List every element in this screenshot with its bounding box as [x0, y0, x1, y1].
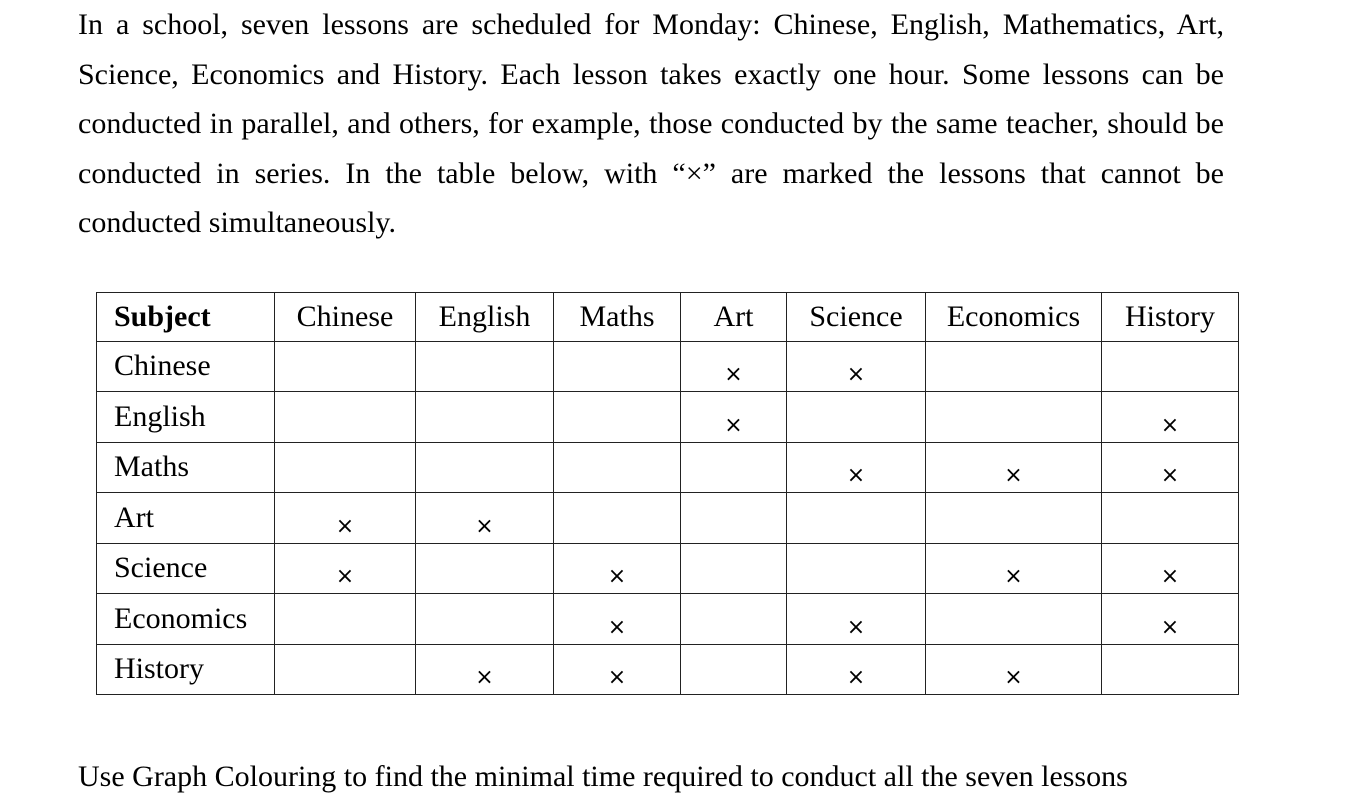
row-header: Chinese [97, 341, 275, 392]
row-header: History [97, 644, 275, 695]
table-row [97, 493, 1239, 544]
table-row [97, 594, 1239, 645]
problem-statement [78, 0, 1224, 248]
table-cell [926, 493, 1102, 544]
table-cell [554, 644, 681, 695]
table-cell [554, 594, 681, 645]
conflict-mark: × [1160, 614, 1180, 640]
table-row [97, 442, 1239, 493]
row-header: English [97, 392, 275, 443]
conflict-mark: × [475, 665, 494, 690]
row-header: Art [97, 493, 275, 544]
table-row [97, 392, 1239, 443]
table-row [97, 644, 1239, 695]
table-cell [787, 392, 926, 443]
conflict-mark: × [846, 463, 866, 488]
conflict-mark: × [335, 513, 355, 539]
table-cell [1102, 341, 1239, 392]
table-row [97, 341, 1239, 392]
row-header: Economics [97, 594, 275, 645]
table-cell [681, 644, 787, 695]
conflict-mark: × [607, 564, 627, 589]
conflict-mark: × [1160, 463, 1180, 488]
corner-header: Subject [97, 293, 275, 342]
row-header: Science [97, 543, 275, 594]
table-cell [416, 392, 554, 443]
table-cell [787, 543, 926, 594]
column-header: Maths [554, 293, 681, 342]
column-header: Art [681, 293, 787, 342]
table-cell [416, 493, 554, 544]
table-cell [1102, 543, 1239, 594]
conflict-mark: × [846, 614, 866, 640]
conflict-mark: × [724, 412, 743, 438]
table-cell [416, 644, 554, 695]
table-cell [275, 341, 416, 392]
table-cell [787, 594, 926, 645]
table-cell [681, 594, 787, 645]
table-cell [554, 341, 681, 392]
table-cell [554, 543, 681, 594]
conflict-mark: × [1004, 665, 1023, 690]
conflict-mark: × [335, 564, 355, 589]
column-header: History [1102, 293, 1239, 342]
table-cell [416, 594, 554, 645]
table-cell [554, 392, 681, 443]
table-cell [1102, 594, 1239, 645]
table-cell [416, 341, 554, 392]
table-cell [554, 493, 681, 544]
table-cell [926, 644, 1102, 695]
conflict-mark: × [846, 665, 866, 690]
table-cell [681, 543, 787, 594]
table-cell [681, 493, 787, 544]
table-cell [554, 442, 681, 493]
table-cell [681, 442, 787, 493]
table-cell [681, 341, 787, 392]
table-cell [926, 341, 1102, 392]
column-header: English [416, 293, 554, 342]
table-cell [275, 493, 416, 544]
table-cell [926, 543, 1102, 594]
conflict-mark: × [724, 362, 743, 387]
table-cell [926, 442, 1102, 493]
conflict-mark: × [475, 513, 494, 539]
conflict-table-body [97, 293, 1239, 695]
table-cell [1102, 644, 1239, 695]
problem-statement-text: In a school, seven lessons are scheduled for Monday: Chinese, English, Mathematics, Art, Science, Economics and History. Each lesson takes exactly one hour. Some lessons can be conducted in parallel, and others, for example, those conducted by the same teacher, should be conducted in series. In the table below, with “×” are marked the lessons that cannot be conducted simultaneously. [78, 8, 1224, 239]
table-cell [275, 543, 416, 594]
conflict-table [96, 292, 1239, 695]
table-cell [787, 493, 926, 544]
table-cell [416, 543, 554, 594]
table-cell [926, 594, 1102, 645]
conflict-mark: × [1004, 463, 1023, 488]
table-cell [275, 644, 416, 695]
conflict-mark: × [607, 665, 627, 690]
table-cell [787, 341, 926, 392]
row-header: Maths [97, 442, 275, 493]
table-cell [275, 442, 416, 493]
table-cell [1102, 493, 1239, 544]
table-cell [275, 392, 416, 443]
column-header: Economics [926, 293, 1102, 342]
conflict-mark: × [607, 614, 627, 640]
conflict-mark: × [1160, 564, 1180, 589]
conflict-mark: × [1004, 564, 1023, 589]
column-header: Science [787, 293, 926, 342]
table-cell [275, 594, 416, 645]
column-header: Chinese [275, 293, 416, 342]
table-cell [787, 644, 926, 695]
table-cell [1102, 392, 1239, 443]
table-cell [1102, 442, 1239, 493]
task-instruction [78, 757, 1128, 797]
table-cell [416, 442, 554, 493]
conflict-mark: × [1160, 412, 1180, 438]
table-cell [926, 392, 1102, 443]
table-cell [681, 392, 787, 443]
task-instruction-text: Use Graph Colouring to find the minimal time required to conduct all the seven lessons [78, 760, 1128, 793]
table-row [97, 543, 1239, 594]
table-cell [787, 442, 926, 493]
table-header-row [97, 293, 1239, 342]
conflict-mark: × [846, 362, 866, 387]
